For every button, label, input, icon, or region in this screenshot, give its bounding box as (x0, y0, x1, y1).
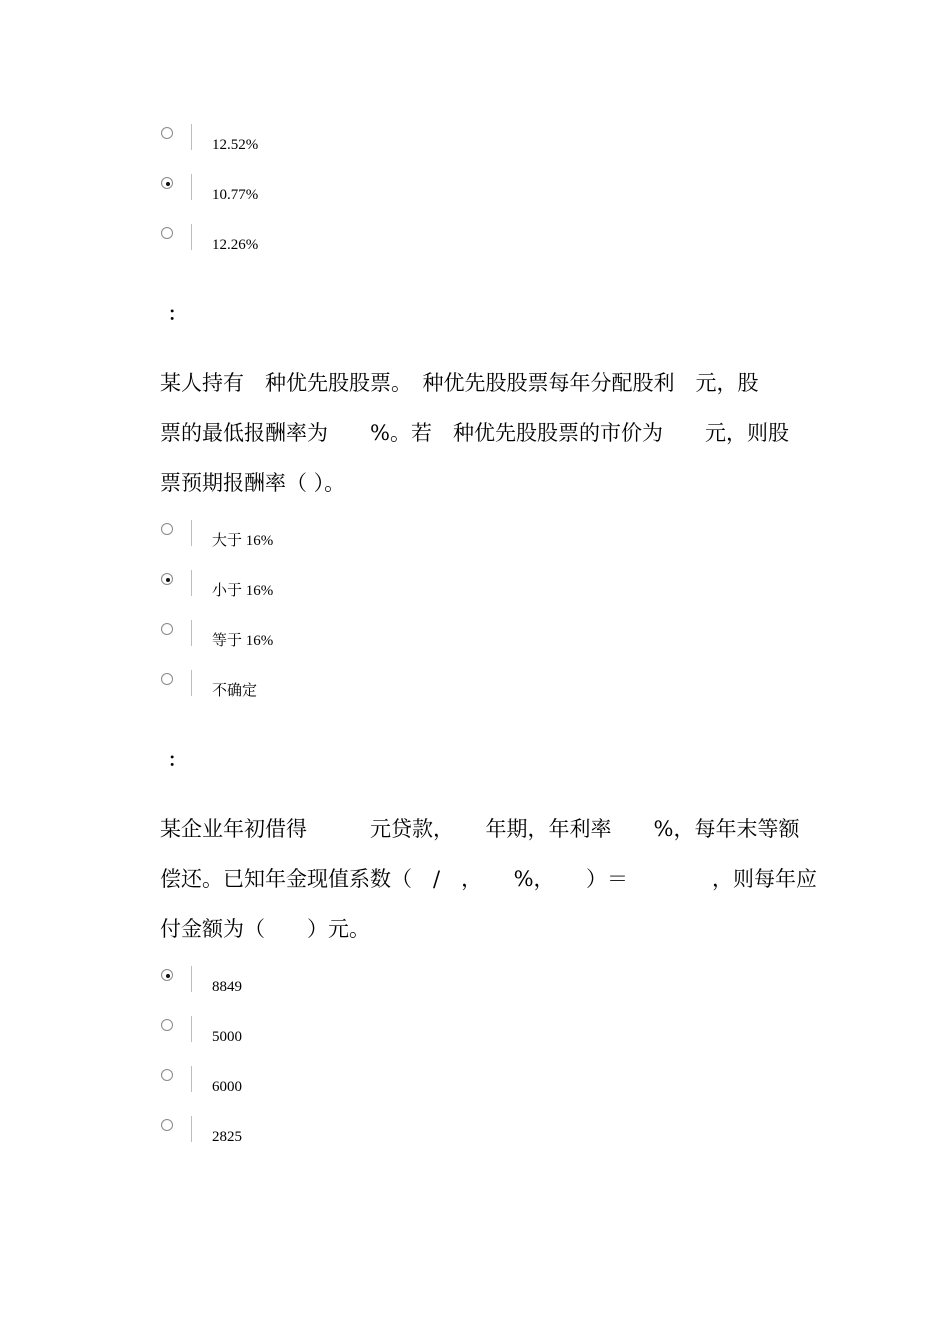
q2-option-2[interactable] (160, 570, 560, 604)
option-label: 10.77% (212, 187, 259, 203)
radio-button[interactable] (160, 570, 190, 598)
radio-button[interactable] (160, 670, 190, 698)
option-label: 小于 16% (212, 583, 274, 599)
q1-option-2[interactable] (160, 174, 560, 208)
option-label: 不确定 (212, 683, 258, 699)
divider (191, 1066, 192, 1092)
radio-button[interactable] (160, 1066, 190, 1094)
divider (191, 224, 192, 250)
radio-unchecked-icon (161, 1019, 173, 1031)
option-label: 2825 (212, 1129, 242, 1145)
radio-unchecked-icon (161, 127, 173, 139)
radio-checked-icon (161, 177, 173, 189)
radio-button[interactable] (160, 174, 190, 202)
option-label: 6000 (212, 1079, 242, 1095)
q3-option-4[interactable] (160, 1116, 560, 1150)
question-text-line: 票的最低报酬率为 %。若 种优先股股票的市价为 元，则股 (160, 421, 789, 445)
radio-unchecked-icon (161, 673, 173, 685)
radio-unchecked-icon (161, 523, 173, 535)
q2-option-3[interactable] (160, 620, 560, 654)
radio-button[interactable] (160, 1116, 190, 1144)
divider (191, 1116, 192, 1142)
radio-unchecked-icon (161, 623, 173, 635)
option-label: 12.26% (212, 237, 259, 253)
divider (191, 124, 192, 150)
question-text-line: 付金额为（ ）元。 (160, 917, 370, 941)
question-text-line: 某企业年初借得 元贷款， 年期，年利率 %，每年末等额 (160, 817, 800, 841)
question-marker: ： (168, 304, 186, 325)
option-label: 12.52% (212, 137, 259, 153)
radio-button[interactable] (160, 1016, 190, 1044)
question-marker: ： (168, 750, 186, 771)
divider (191, 1016, 192, 1042)
option-label: 大于 16% (212, 533, 274, 549)
option-label: 等于 16% (212, 633, 274, 649)
radio-checked-icon (161, 969, 173, 981)
option-label: 5000 (212, 1029, 242, 1045)
divider (191, 670, 192, 696)
q2-option-4[interactable] (160, 670, 560, 704)
radio-button[interactable] (160, 520, 190, 548)
radio-button[interactable] (160, 966, 190, 994)
q2-option-1[interactable] (160, 520, 560, 554)
q3-option-2[interactable] (160, 1016, 560, 1050)
question-text-line: 偿还。已知年金现值系数（ / ， %， ）＝ ，则每年应 (160, 867, 818, 891)
q3-option-1[interactable] (160, 966, 560, 1000)
q1-option-3[interactable] (160, 224, 560, 258)
divider (191, 966, 192, 992)
divider (191, 570, 192, 596)
radio-button[interactable] (160, 224, 190, 252)
option-label: 8849 (212, 979, 242, 995)
question-text-line: 某人持有 种优先股股票。 种优先股股票每年分配股利 元，股 (160, 371, 759, 395)
radio-button[interactable] (160, 620, 190, 648)
divider (191, 620, 192, 646)
radio-unchecked-icon (161, 227, 173, 239)
q1-option-1[interactable] (160, 124, 560, 158)
divider (191, 174, 192, 200)
q3-option-3[interactable] (160, 1066, 560, 1100)
radio-unchecked-icon (161, 1119, 173, 1131)
radio-unchecked-icon (161, 1069, 173, 1081)
question-text-line: 票预期报酬率（ ）。 (160, 471, 346, 495)
divider (191, 520, 192, 546)
radio-button[interactable] (160, 124, 190, 152)
radio-checked-icon (161, 573, 173, 585)
